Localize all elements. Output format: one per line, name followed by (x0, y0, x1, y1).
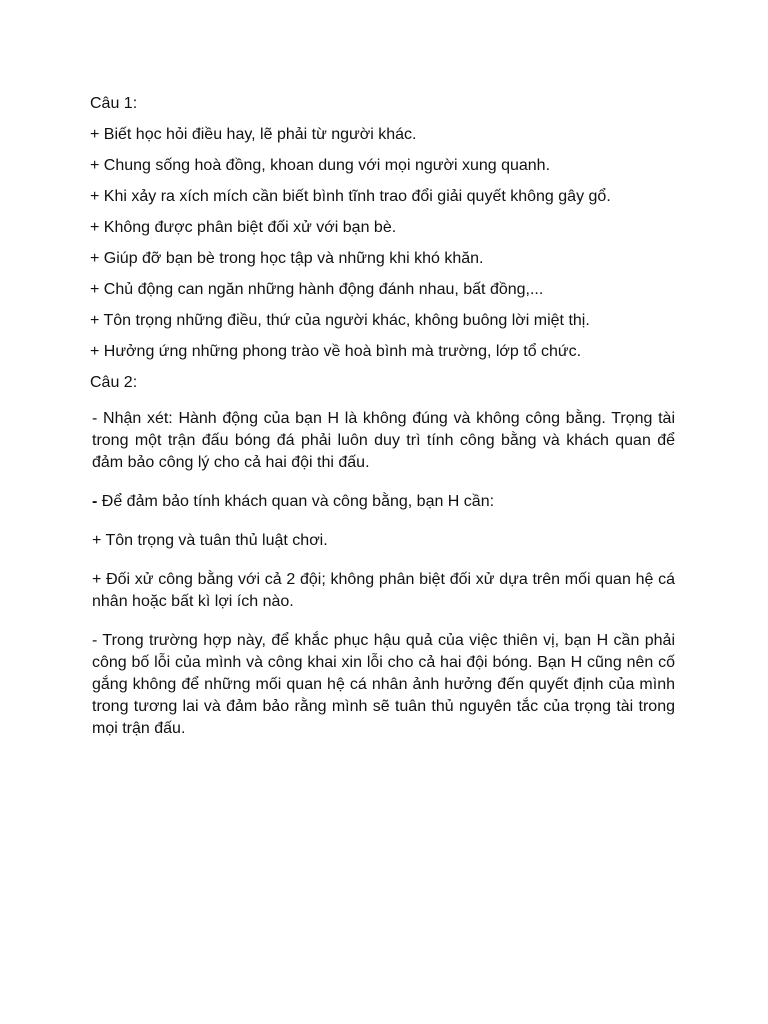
requirement-intro (90, 491, 675, 513)
cau1-item: + Tôn trọng những điều, thứ của người khác, không buông lời miệt thị. (90, 312, 590, 329)
requirement-intro-text: Để đảm bảo tính khách quan và công bằng, bạn H cần: (97, 493, 495, 510)
remedy-paragraph: - Trong trường hợp này, để khắc phục hậu quả của việc thiên vị, bạn H cần phải công bố lỗi của mình và công khai xin lỗi cho cả hai đội bóng. Bạn H cũng nên cố gắng không để những mối quan hệ cá nhân ảnh hưởng đến quyết định của mình trong tương lai và đảm bảo rằng mình sẽ tuân thủ nguyên tắc của trọng tài trong mọi trận đấu. (92, 632, 675, 737)
cau1-item: + Hưởng ứng những phong trào về hoà bình mà trường, lớp tổ chức. (90, 343, 582, 360)
cau1-item: + Chung sống hoà đồng, khoan dung với mọi người xung quanh. (90, 157, 551, 174)
requirement-dash: - (92, 493, 98, 510)
cau1-item: + Chủ động can ngăn những hành động đánh nhau, bất đồng,... (90, 281, 544, 298)
cau1-item: + Khi xảy ra xích mích cần biết bình tĩnh trao đổi giải quyết không gây gổ. (90, 188, 611, 205)
nhan-xet-paragraph: - Nhận xét: Hành động của bạn H là không đúng và không công bằng. Trọng tài trong một trận đấu bóng đá phải luôn duy trì tính công bằng và khách quan để đảm bảo công lý cho cả hai đội thi đấu. (92, 410, 675, 471)
cau1-heading: Câu 1: (90, 95, 138, 112)
cau1-item: + Biết học hỏi điều hay, lẽ phải từ người khác. (90, 126, 417, 143)
cau1-item: + Không được phân biệt đối xử với bạn bè. (90, 219, 397, 236)
cau1-item: + Giúp đỡ bạn bè trong học tập và những khi khó khăn. (90, 250, 484, 267)
document-page (90, 93, 675, 757)
cau1-list (90, 124, 675, 363)
requirement-respect-rules: + Tôn trọng và tuân thủ luật chơi. (92, 532, 328, 549)
requirement-fair-treatment: + Đối xử công bằng với cả 2 đội; không phân biệt đối xử dựa trên mối quan hệ cá nhân hoặc bất kì lợi ích nào. (92, 571, 675, 610)
cau2-heading: Câu 2: (90, 374, 138, 391)
